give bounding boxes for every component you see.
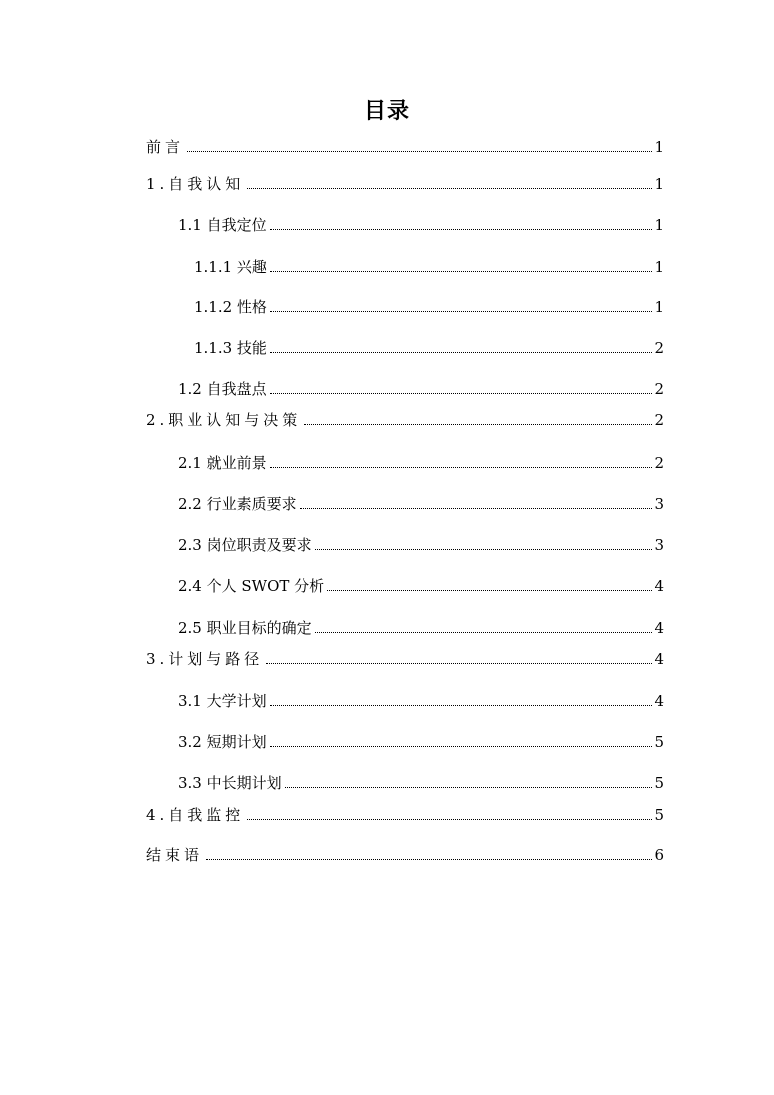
toc-entry[interactable]	[178, 728, 664, 752]
toc-entry-page-number: 3	[654, 495, 664, 513]
toc-entry[interactable]	[194, 253, 664, 277]
toc-dot-leader	[315, 632, 653, 633]
toc-entry-page-number: 4	[654, 650, 664, 668]
toc-entry-page-number: 5	[654, 733, 664, 751]
toc-entry-label: 1.1.1 兴趣	[194, 258, 267, 276]
toc-entry[interactable]	[178, 211, 664, 235]
toc-entry-label: 2.2 行业素质要求	[178, 495, 297, 513]
toc-entry-label: 1.1 自我定位	[178, 216, 267, 234]
toc-entry-label: 4.自我监控	[146, 806, 245, 824]
toc-entry-label: 1.1.3 技能	[194, 339, 267, 357]
toc-entry[interactable]	[178, 614, 664, 638]
toc-entry-page-number: 2	[654, 339, 664, 357]
toc-entry-page-number: 1	[654, 298, 664, 316]
toc-dot-leader	[270, 229, 653, 230]
toc-dot-leader	[247, 819, 652, 820]
toc-entry-page-number: 3	[654, 536, 664, 554]
toc-entry-page-number: 2	[654, 380, 664, 398]
toc-entry-label: 1.1.2 性格	[194, 298, 267, 316]
toc-entry-page-number: 5	[654, 806, 664, 824]
toc-title: 目录	[363, 99, 410, 124]
toc-entry-page-number: 4	[654, 577, 664, 595]
toc-dot-leader	[304, 424, 652, 425]
toc-entry-label: 2.1 就业前景	[178, 454, 267, 472]
toc-dot-leader	[300, 508, 653, 509]
toc-dot-leader	[315, 549, 653, 550]
toc-entry[interactable]	[178, 490, 664, 514]
toc-entry[interactable]	[146, 133, 664, 157]
toc-entry[interactable]	[146, 170, 664, 194]
toc-entry-page-number: 4	[654, 619, 664, 637]
toc-entry-label: 2.4 个人 SWOT 分析	[178, 577, 325, 595]
toc-dot-leader	[270, 467, 653, 468]
toc-dot-leader	[270, 746, 653, 747]
toc-entry-label: 3.2 短期计划	[178, 733, 267, 751]
toc-entry-page-number: 2	[654, 411, 664, 429]
toc-entry-page-number: 1	[654, 175, 664, 193]
toc-entry[interactable]	[178, 572, 664, 596]
toc-entry-label: 3.3 中长期计划	[178, 774, 282, 792]
toc-entry-label: 结束语	[146, 846, 204, 864]
toc-entry[interactable]	[194, 293, 664, 317]
toc-dot-leader	[270, 311, 653, 312]
toc-entry-label: 3.计划与路径	[146, 650, 264, 668]
toc-entry[interactable]	[178, 769, 664, 793]
toc-entry[interactable]	[146, 841, 664, 865]
toc-entry-page-number: 4	[654, 692, 664, 710]
toc-entry-label: 1.2 自我盘点	[178, 380, 267, 398]
toc-entry[interactable]	[146, 645, 664, 669]
toc-dot-leader	[285, 787, 653, 788]
toc-entry[interactable]	[178, 449, 664, 473]
toc-dot-leader	[270, 271, 653, 272]
toc-dot-leader	[270, 705, 653, 706]
toc-dot-leader	[266, 663, 652, 664]
toc-dot-leader	[270, 352, 653, 353]
toc-dot-leader	[270, 393, 653, 394]
toc-entry[interactable]	[178, 687, 664, 711]
toc-entry[interactable]	[146, 801, 664, 825]
toc-entry-page-number: 1	[654, 258, 664, 276]
toc-entry-label: 1.自我认知	[146, 175, 245, 193]
toc-entry[interactable]	[178, 375, 664, 399]
toc-entry-label: 2.3 岗位职责及要求	[178, 536, 312, 554]
toc-entry[interactable]	[194, 334, 664, 358]
toc-entry-page-number: 5	[654, 774, 664, 792]
toc-entry-label: 3.1 大学计划	[178, 692, 267, 710]
toc-entry-label: 2.5 职业目标的确定	[178, 619, 312, 637]
toc-dot-leader	[187, 151, 652, 152]
toc-entry[interactable]	[146, 406, 664, 430]
toc-entry[interactable]	[178, 531, 664, 555]
toc-entry-page-number: 6	[654, 846, 664, 864]
toc-entry-page-number: 1	[654, 216, 664, 234]
toc-entry-label: 2.职业认知与决策	[146, 411, 302, 429]
toc-dot-leader	[247, 188, 652, 189]
toc-dot-leader	[327, 590, 652, 591]
toc-entry-page-number: 1	[654, 138, 664, 156]
toc-entry-page-number: 2	[654, 454, 664, 472]
toc-dot-leader	[206, 859, 652, 860]
toc-entry-label: 前言	[146, 138, 185, 156]
